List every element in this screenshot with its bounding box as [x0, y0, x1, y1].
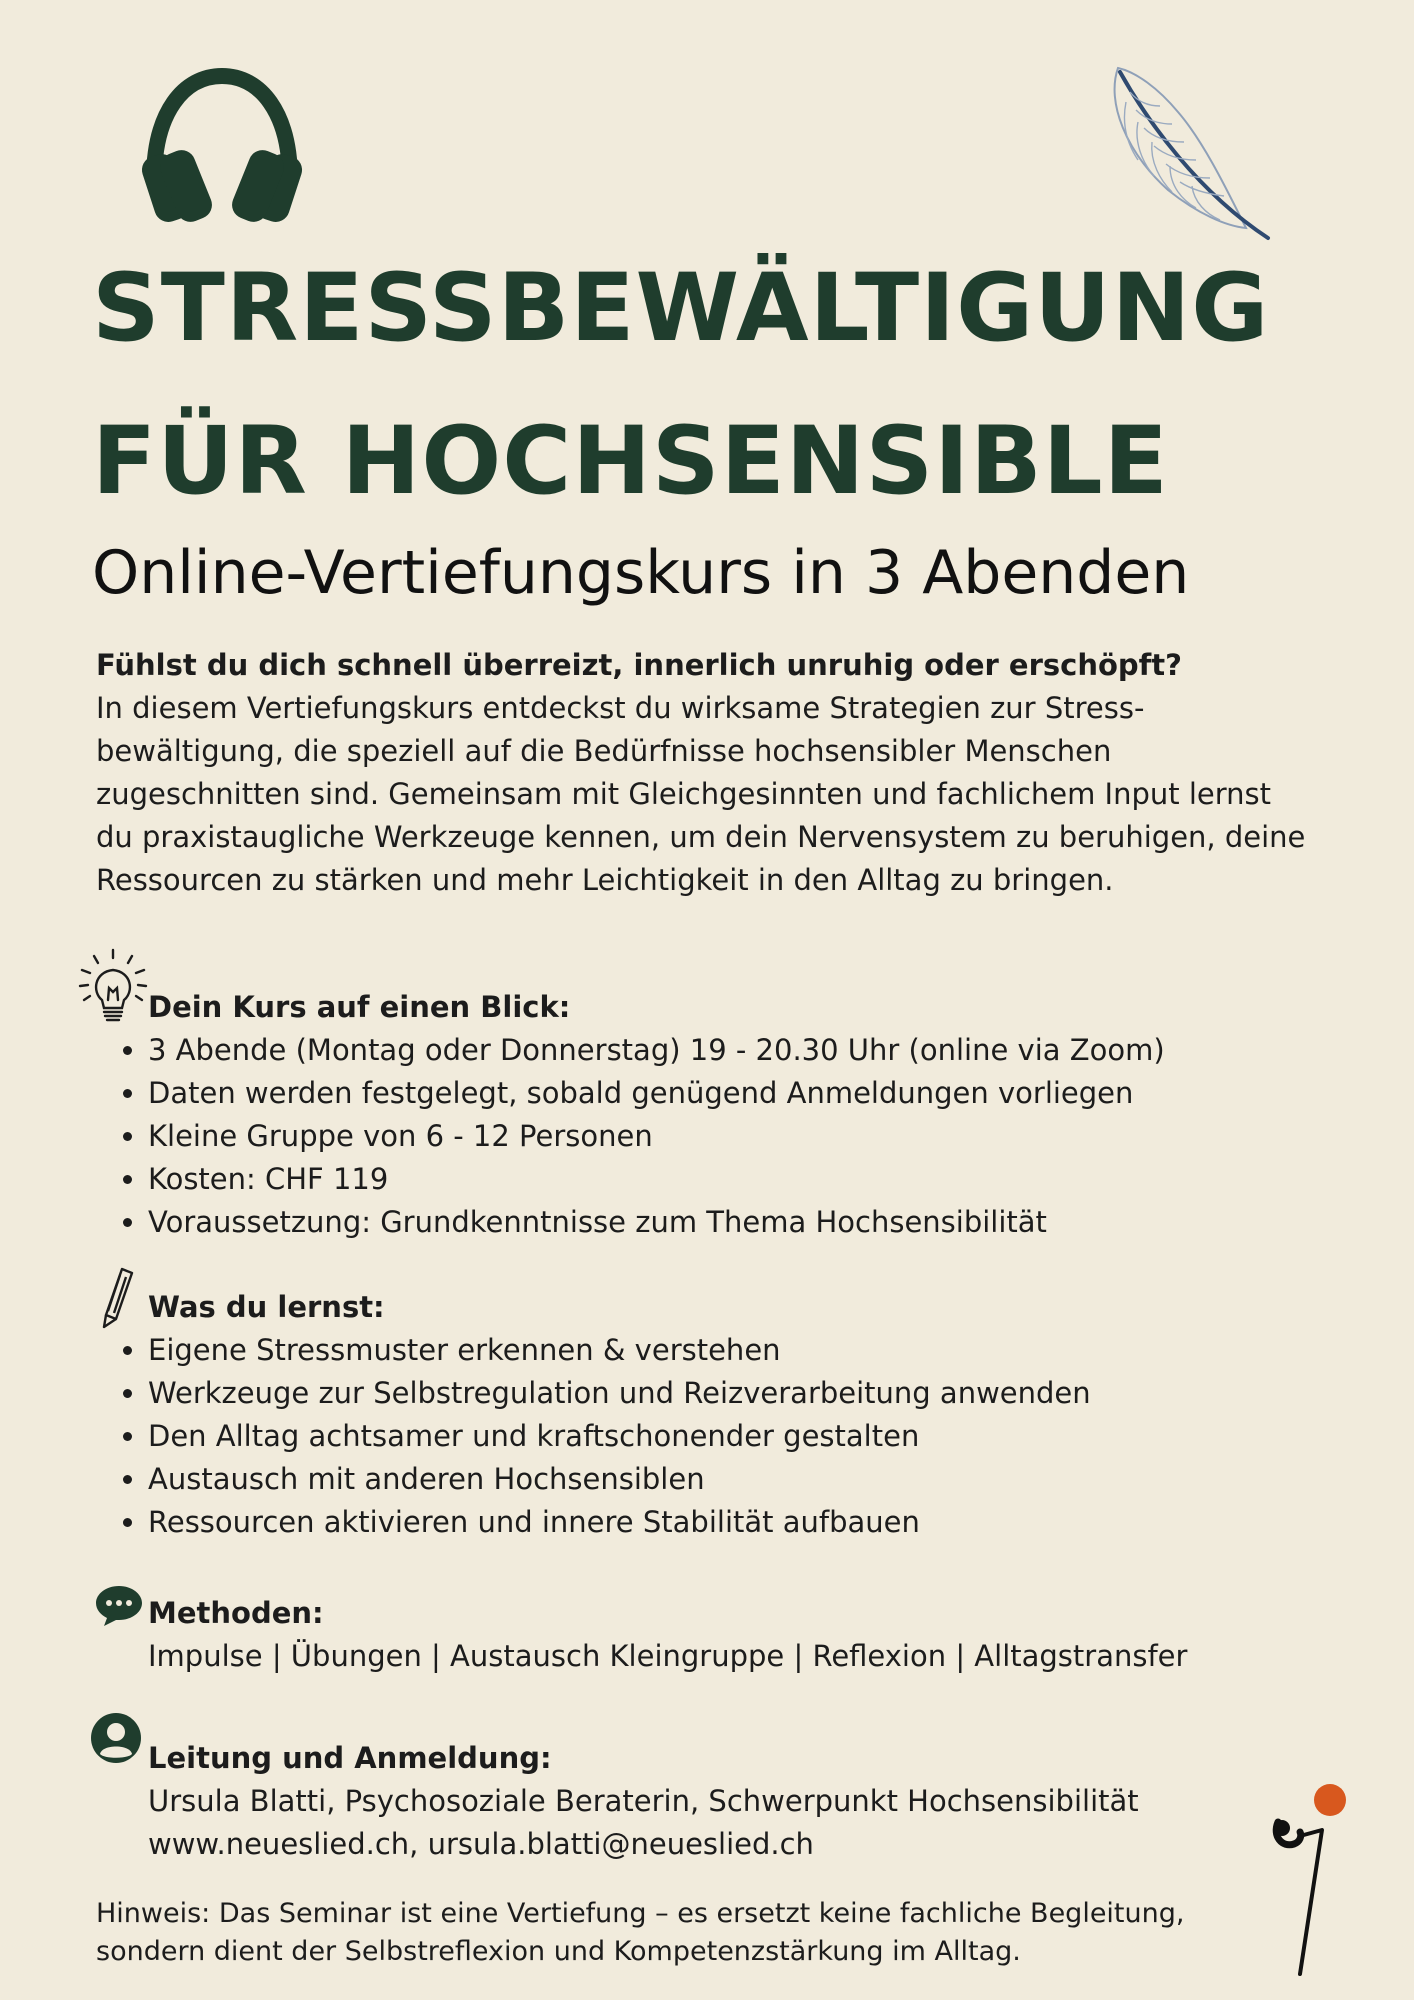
person-icon — [90, 1712, 142, 1764]
page-title-line1: STRESSBEWÄLTIGUNG — [92, 254, 1270, 363]
list-item: • Daten werden festgelegt, sobald genügend Anmeldungen vorliegen — [148, 1072, 1336, 1115]
list-item: • Den Alltag achtsamer und kraftschonender gestalten — [148, 1415, 1336, 1458]
intro-lead: Fühlst du dich schnell überreizt, innerlich unruhig oder erschöpft? — [96, 648, 1182, 682]
course-overview-section — [96, 986, 1336, 1244]
disclaimer — [96, 1895, 1326, 1971]
intro-body: In diesem Vertiefungskurs entdeckst du wirksame Strategien zur Stress-bewältigung, die speziell auf die Bedürfnisse hochsensibler Menschen zugeschnitten sind. Gemeinsam mit Gleichgesinnten und fachlichem Input lernst du praxistaugliche Werkzeuge kennen, um dein Nervensystem zu beruhigen, deine Ressourcen zu stärken und mehr Leichtigkeit in den Alltag zu bringen. — [96, 691, 1306, 897]
disclaimer-line2: sondern dient der Selbstreflexion und Kompetenzstärkung im Alltag. — [96, 1936, 1021, 1967]
headphones-icon — [138, 62, 306, 226]
chat-bubble-icon — [94, 1584, 144, 1628]
list-item: • Eigene Stressmuster erkennen & verstehen — [148, 1329, 1336, 1372]
list-item: • 3 Abende (Montag oder Donnerstag) 19 - 20.30 Uhr (online via Zoom) — [148, 1029, 1336, 1072]
learning-list — [96, 1329, 1336, 1544]
methods-heading: Methoden: — [148, 1596, 324, 1630]
intro-section — [96, 644, 1316, 902]
contact-heading: Leitung und Anmeldung: — [148, 1741, 552, 1775]
contact-section — [148, 1737, 1348, 1866]
list-item: • Werkzeuge zur Selbstregulation und Reizverarbeitung anwenden — [148, 1372, 1336, 1415]
learning-heading: Was du lernst: — [148, 1290, 385, 1324]
learning-section — [96, 1286, 1336, 1544]
contact-line1: Ursula Blatti, Psychosoziale Beraterin, Schwerpunkt Hochsensibilität — [148, 1784, 1139, 1818]
disclaimer-line1: Hinweis: Das Seminar ist eine Vertiefung – es ersetzt keine fachliche Begleitung, — [96, 1898, 1185, 1929]
music-note-logo — [1270, 1778, 1350, 1978]
methods-text: Impulse | Übungen | Austausch Kleingruppe | Reflexion | Alltagstransfer — [148, 1639, 1188, 1673]
course-overview-list — [96, 1029, 1336, 1244]
list-item: • Ressourcen aktivieren und innere Stabilität aufbauen — [148, 1501, 1336, 1544]
page-title-line2: FÜR HOCHSENSIBLE — [92, 407, 1169, 516]
page-subtitle: Online-Vertiefungskurs in 3 Abenden — [92, 538, 1190, 608]
list-item: • Austausch mit anderen Hochsensiblen — [148, 1458, 1336, 1501]
list-item: • Kosten: CHF 119 — [148, 1158, 1336, 1201]
methods-section — [148, 1592, 1348, 1678]
feather-icon — [1108, 62, 1278, 244]
list-item: • Kleine Gruppe von 6 - 12 Personen — [148, 1115, 1336, 1158]
course-overview-heading: Dein Kurs auf einen Blick: — [148, 990, 571, 1024]
contact-line2: www.neueslied.ch, ursula.blatti@neueslied.ch — [148, 1827, 814, 1861]
list-item: • Voraussetzung: Grundkenntnisse zum Thema Hochsensibilität — [148, 1201, 1336, 1244]
